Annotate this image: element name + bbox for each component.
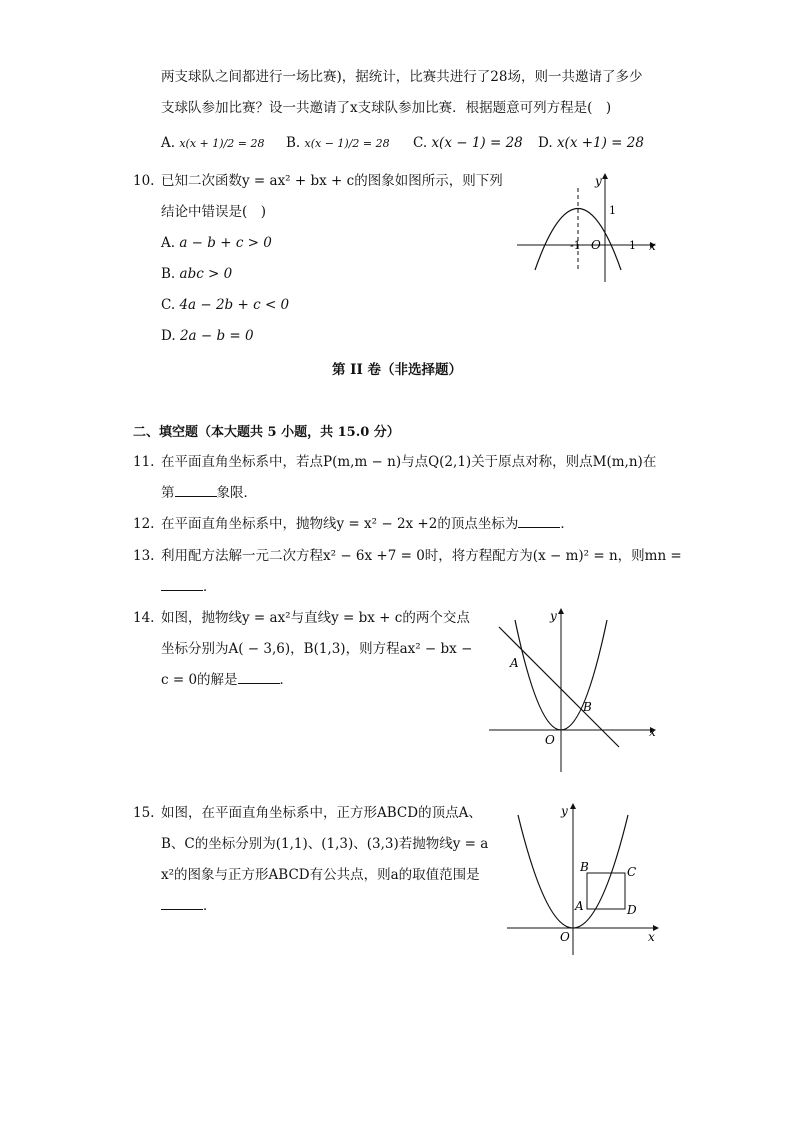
q10-line2: 结论中错误是( )	[161, 204, 267, 220]
origin-label: O	[545, 733, 555, 747]
q10-option-b[interactable]	[161, 265, 232, 283]
q15-line4-post: ．	[203, 898, 217, 914]
q14-line3-post: ．	[279, 672, 294, 688]
square-abcd	[587, 873, 625, 909]
tick-pos1-y: 1	[609, 204, 616, 217]
q14-line3-pre: c = 0的解是	[161, 672, 238, 688]
q15-line1: 如图，在平面直角坐标系中，正方形ABCD的顶点A、	[161, 805, 482, 821]
tick-pos1-x: 1	[629, 239, 636, 252]
option-text: x(x + 1)/2 = 28	[179, 137, 265, 150]
y-axis-label: y	[561, 804, 568, 818]
q11-line2-pre: 第	[161, 485, 175, 501]
q9-option-a[interactable]	[161, 134, 264, 153]
option-text: 2a − b = 0	[179, 328, 254, 344]
q13-line1: 利用配方法解一元二次方程x² − 6x +7 = 0时，将方程配方为(x − m)² = n，则mn =	[161, 548, 682, 564]
q12-tail: ．	[560, 516, 574, 532]
option-label: D.	[538, 135, 553, 151]
option-label: C.	[161, 297, 176, 313]
q9-option-d[interactable]	[538, 134, 644, 152]
x-axis-label: x	[649, 239, 656, 253]
q13-number: 13.	[133, 548, 155, 564]
option-text: x(x − 1)/2 = 28	[304, 137, 390, 150]
q15-line3: x²的图象与正方形ABCD有公共点，则a的取值范围是	[161, 867, 480, 883]
option-label: B.	[161, 266, 176, 282]
q14-line1: 如图，抛物线y = ax²与直线y = bx + c的两个交点	[161, 610, 470, 626]
vertex-d-label: D	[627, 903, 637, 917]
q15-line2: B、C的坐标分别为(1,1)、(1,3)、(3,3)若抛物线y = a	[161, 836, 489, 852]
q11-line2-post: 象限．	[216, 485, 257, 501]
q12-answer-blank[interactable]	[518, 515, 560, 528]
q9-option-c[interactable]	[413, 134, 523, 152]
q13-tail: ．	[203, 579, 217, 595]
q10-number: 10.	[133, 173, 155, 189]
option-label: B.	[286, 135, 301, 151]
q10-line1: 已知二次函数y = ax² + bx + c的图象如图所示，则下列	[161, 173, 503, 189]
q11-line2	[161, 484, 257, 502]
q10-option-c[interactable]	[161, 296, 289, 314]
tick-neg1: -1	[570, 239, 581, 252]
option-text: 4a − 2b + c < 0	[179, 297, 290, 313]
q13-line2	[161, 578, 217, 596]
q9-option-b[interactable]	[286, 134, 390, 153]
origin-label: O	[560, 930, 570, 944]
origin-label: O	[591, 238, 601, 252]
q12-number: 12.	[133, 516, 155, 532]
q15-answer-blank[interactable]	[161, 897, 203, 910]
q14-line2: 坐标分别为A( − 3,6)，B(1,3)，则方程ax² − bx −	[161, 641, 473, 657]
option-text: a − b + c > 0	[179, 235, 272, 251]
q15-square-parabola-figure	[505, 800, 665, 960]
x-axis-label: x	[649, 725, 656, 739]
y-axis-label: y	[595, 174, 602, 188]
x-axis-label: x	[648, 930, 655, 944]
option-text: x(x − 1) = 28	[431, 135, 523, 151]
vertex-b-label: B	[580, 860, 589, 874]
q15-line4	[161, 897, 217, 915]
point-b-label: B	[583, 700, 592, 714]
q14-answer-blank[interactable]	[238, 671, 280, 684]
vertex-c-label: C	[627, 865, 637, 879]
q11-line1: 在平面直角坐标系中，若点P(m,m − n)与点Q(2,1)关于原点对称，则点M(m,n)在	[161, 454, 657, 470]
q12-line	[161, 515, 574, 533]
q9-line2: 支球队参加比赛？设一共邀请了x支球队参加比赛．根据题意可列方程是( )	[161, 100, 612, 116]
part2-title: 第 II 卷（非选择题）	[331, 362, 463, 378]
option-label: C.	[413, 135, 428, 151]
q15-number: 15.	[133, 805, 155, 821]
option-text: x(x +1) = 28	[556, 135, 644, 151]
q14-line3	[161, 671, 293, 689]
q10-parabola-figure	[515, 170, 665, 285]
q10-option-d[interactable]	[161, 327, 254, 345]
q11-number: 11.	[133, 454, 155, 470]
option-label: A.	[161, 135, 176, 151]
option-text: abc > 0	[179, 266, 233, 282]
q11-answer-blank[interactable]	[175, 484, 217, 497]
option-label: D.	[161, 328, 176, 344]
option-label: A.	[161, 235, 176, 251]
q14-parabola-line-figure	[487, 605, 662, 775]
vertex-a-label: A	[575, 899, 584, 913]
y-axis-label: y	[550, 609, 557, 623]
q9-line1: 两支球队之间都进行一场比赛)，据统计，比赛共进行了28场，则一共邀请了多少	[161, 69, 643, 85]
q10-option-a[interactable]	[161, 234, 272, 252]
section2-heading: 二、填空题（本大题共 5 小题，共 15.0 分）	[133, 425, 400, 440]
q12-text: 在平面直角坐标系中，抛物线y = x² − 2x +2的顶点坐标为	[161, 516, 519, 532]
q13-answer-blank[interactable]	[161, 578, 203, 591]
q14-number: 14.	[133, 610, 155, 626]
point-a-label: A	[510, 656, 519, 670]
